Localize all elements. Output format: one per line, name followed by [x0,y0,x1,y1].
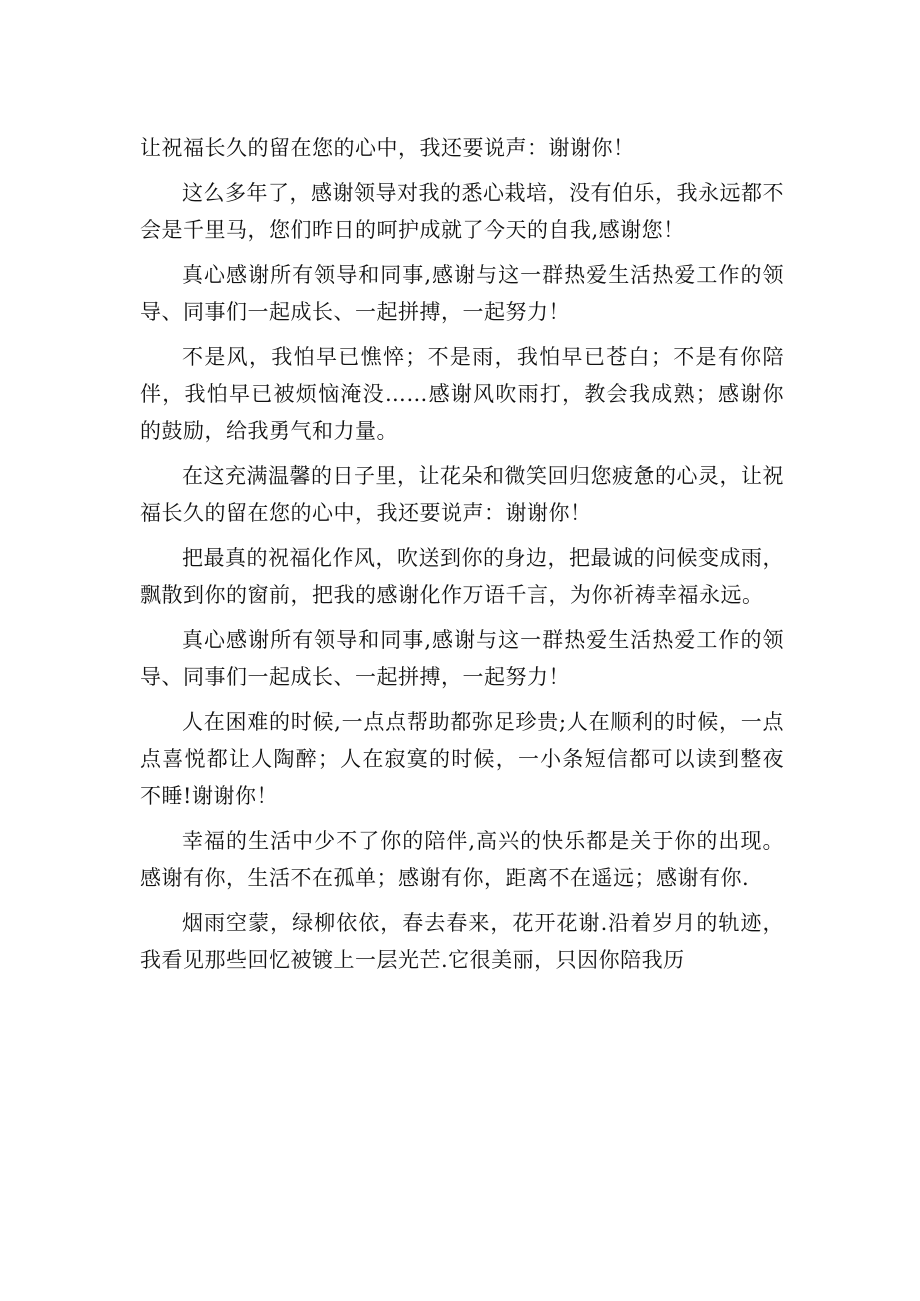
paragraph-3: 真心感谢所有领导和同事,感谢与这一群热爱生活热爱工作的领导、同事们一起成长、一起拼搏，一起努力！ [140,263,784,324]
paragraph-6: 把最真的祝福化作风，吹送到你的身边，把最诚的问候变成雨，飘散到你的窗前，把我的感谢化作万语千言，为你祈祷幸福永远。 [140,546,784,607]
paragraph-2: 这么多年了，感谢领导对我的悉心栽培，没有伯乐，我永远都不会是千里马，您们昨日的呵护成就了今天的自我,感谢您！ [140,181,784,242]
paragraph-4: 不是风，我怕早已憔悴；不是雨，我怕早已苍白；不是有你陪伴，我怕早已被烦恼淹没……感谢风吹雨打，教会我成熟；感谢你的鼓励，给我勇气和力量。 [140,345,784,443]
paragraph-9: 幸福的生活中少不了你的陪伴,高兴的快乐都是关于你的出现。感谢有你，生活不在孤单；感谢有你，距离不在遥远；感谢有你. [140,829,784,890]
document-page [140,130,784,987]
paragraph-10: 烟雨空蒙，绿柳依依，春去春来，花开花谢.沿着岁月的轨迹，我看见那些回忆被镀上一层光芒.它很美丽，只因你陪我历 [140,911,784,972]
paragraph-8: 人在困难的时候,一点点帮助都弥足珍贵;人在顺利的时候，一点点喜悦都让人陶醉；人在寂寞的时候，一小条短信都可以读到整夜不睡!谢谢你！ [140,710,784,808]
paragraph-1: 让祝福长久的留在您的心中，我还要说声：谢谢你！ [140,136,635,160]
paragraph-5: 在这充满温馨的日子里，让花朵和微笑回归您疲惫的心灵，让祝福长久的留在您的心中，我还要说声：谢谢你！ [140,464,784,525]
paragraph-7: 真心感谢所有领导和同事,感谢与这一群热爱生活热爱工作的领导、同事们一起成长、一起拼搏，一起努力！ [140,628,784,689]
